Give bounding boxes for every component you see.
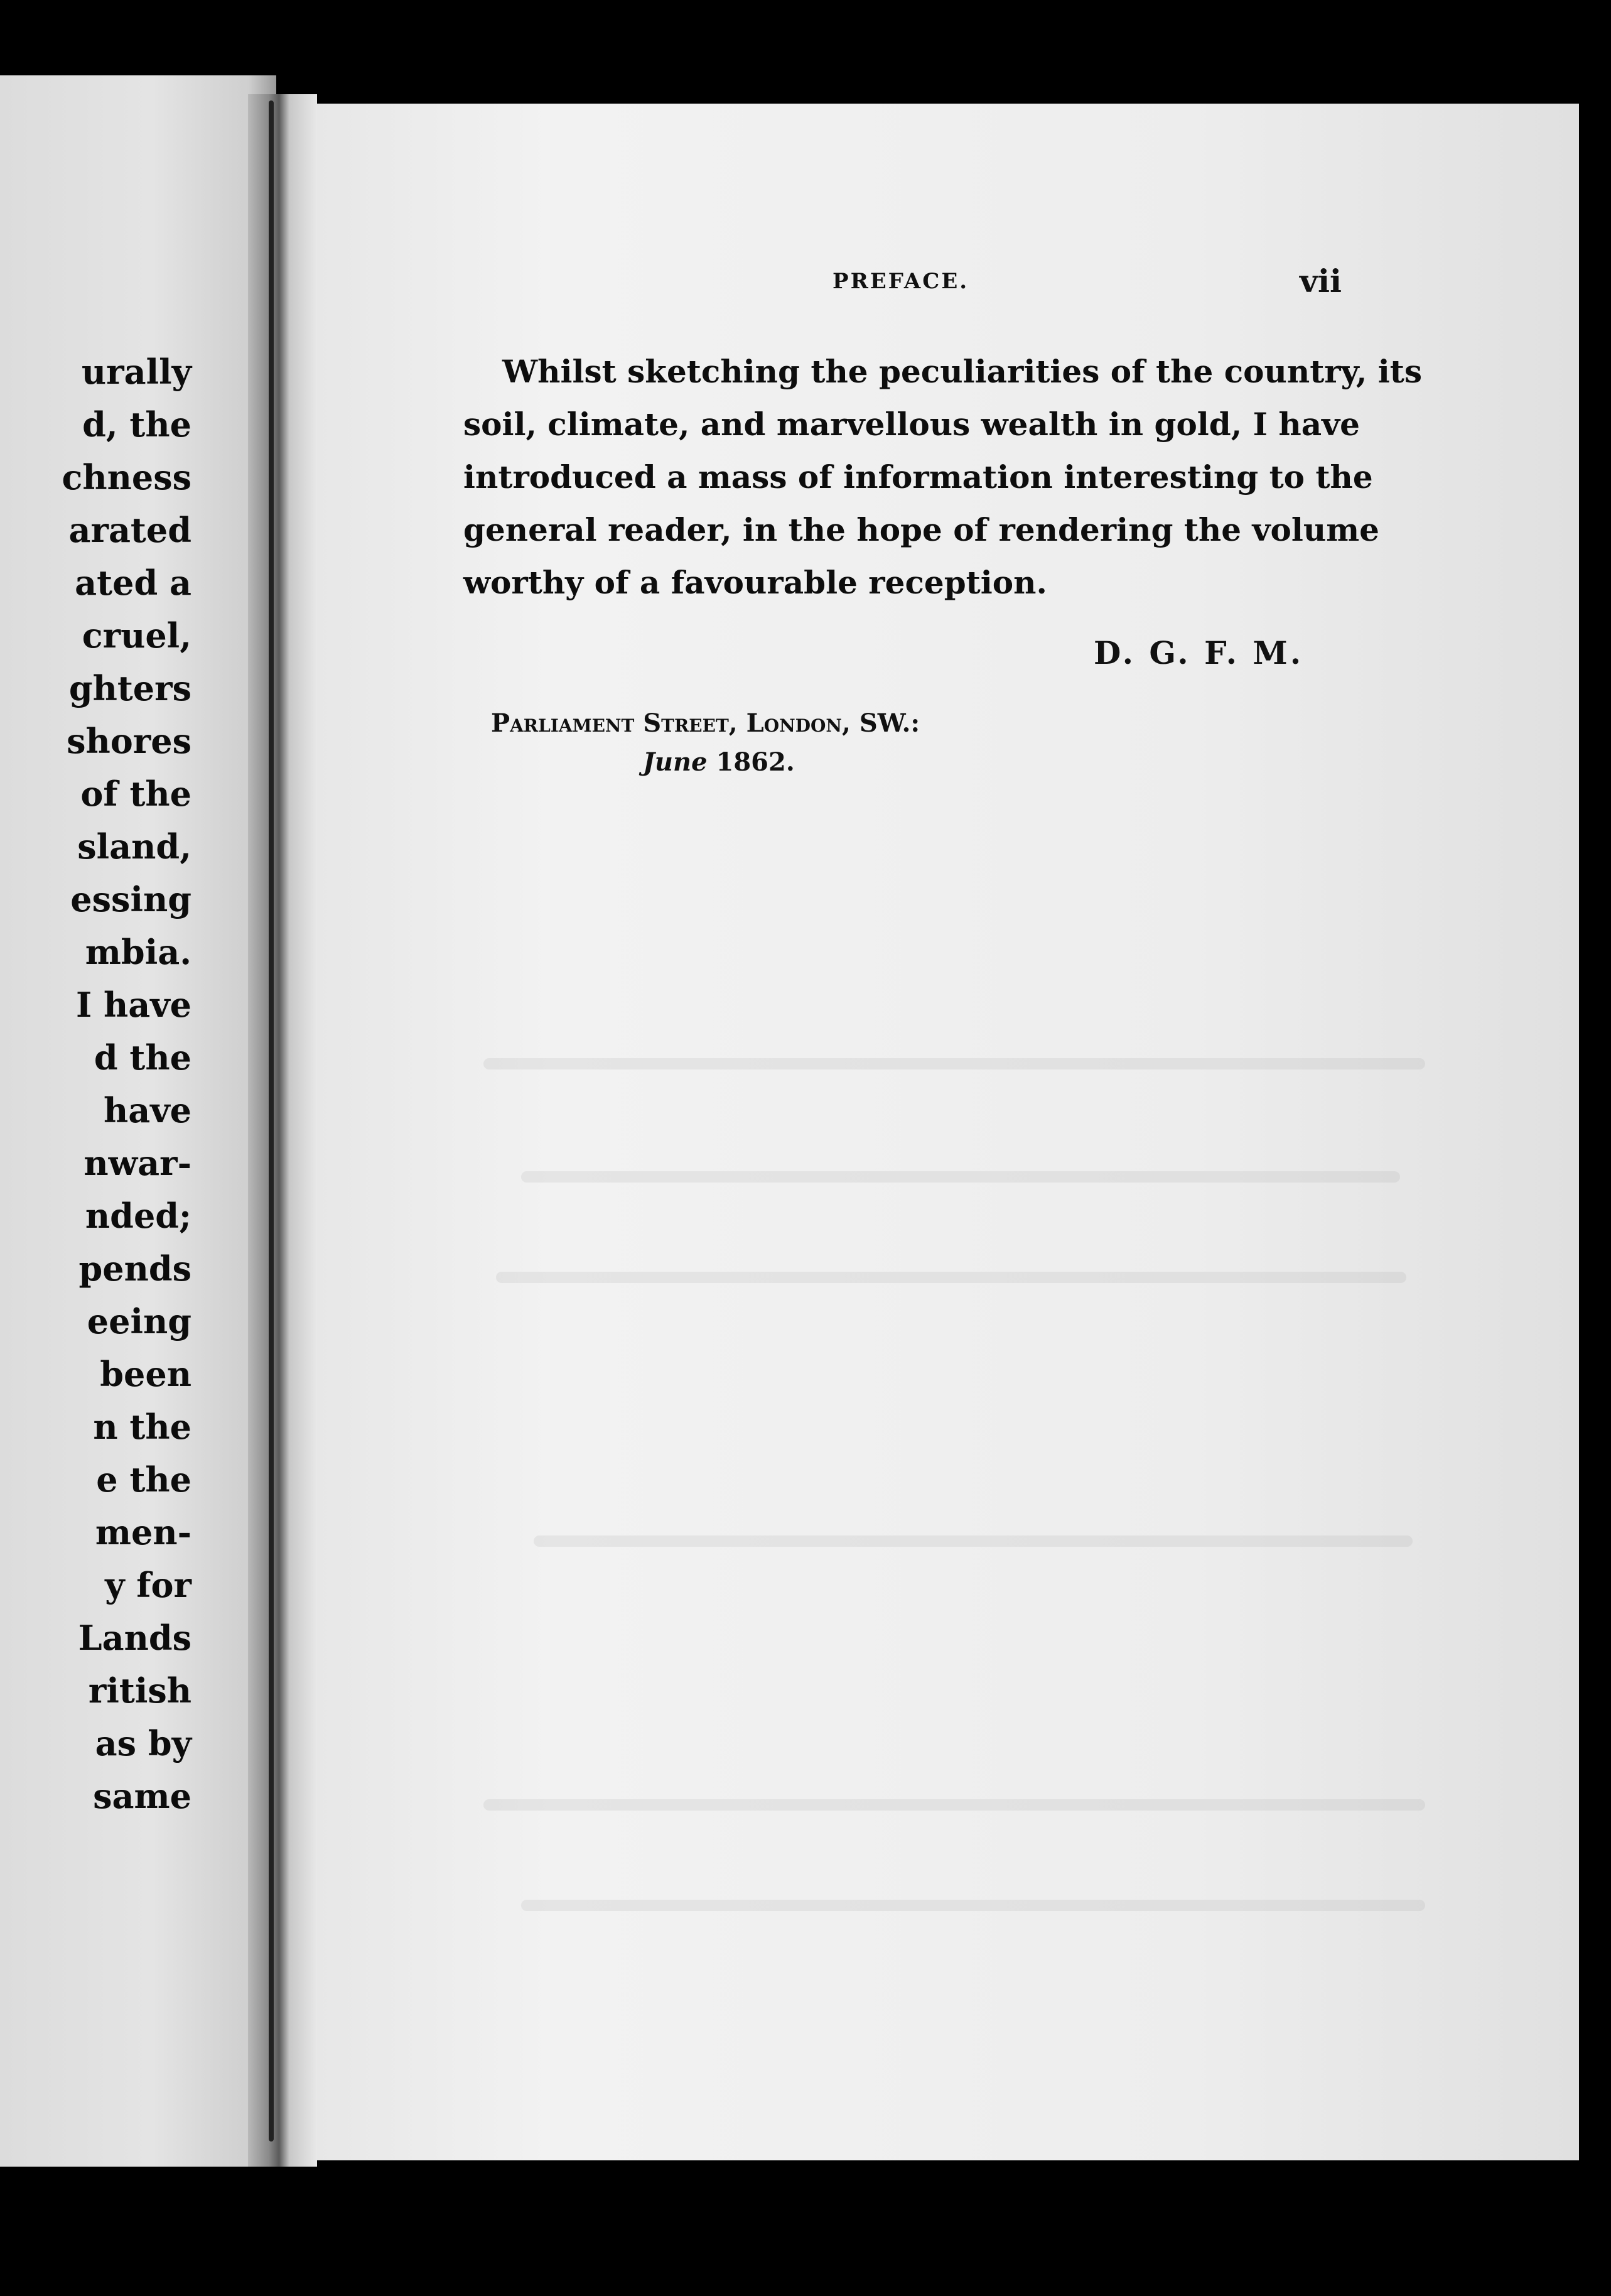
bleed-through-mark [496, 1272, 1406, 1283]
bleed-through-mark [483, 1799, 1425, 1811]
text-line: pends [78, 1248, 191, 1289]
text-line: d the [94, 1037, 191, 1078]
text-line: n the [93, 1407, 191, 1447]
imprint-date [643, 747, 795, 777]
text-line: nded; [85, 1196, 191, 1236]
bleed-through-mark [534, 1535, 1413, 1547]
text-line: worthy of a favourable reception. [463, 564, 1047, 601]
text-line: urally [81, 352, 191, 392]
text-line: d, the [82, 404, 191, 445]
text-line: as by [95, 1723, 191, 1763]
spine-shadow [269, 100, 274, 2142]
page-number: vii [1300, 263, 1342, 300]
preface-paragraph [463, 345, 1422, 609]
text-line: chness [62, 457, 191, 497]
imprint-month: June [643, 747, 708, 777]
text-line: e the [96, 1459, 191, 1500]
text-line: eeing [87, 1301, 191, 1341]
text-line: cruel, [82, 615, 191, 656]
text-line: men- [95, 1512, 191, 1552]
text-line: sland, [77, 826, 191, 867]
text-line: same [93, 1776, 191, 1816]
author-initials: D. G. F. M. [1094, 634, 1304, 671]
text-line: arated [68, 510, 191, 550]
text-line: general reader, in the hope of rendering the volume [463, 511, 1379, 548]
text-line: ghters [68, 668, 191, 708]
text-line: nwar- [84, 1143, 191, 1183]
text-line: y for [105, 1565, 191, 1605]
bleed-through-mark [521, 1900, 1425, 1911]
book-gutter [248, 94, 317, 2167]
bleed-through-mark [483, 1058, 1425, 1069]
imprint-year: 1862. [716, 747, 795, 777]
text-line: I have [75, 985, 191, 1025]
text-line: Whilst sketching the peculiarities of the country, its [502, 353, 1422, 390]
text-line: Lands [78, 1618, 191, 1658]
text-line: ated a [75, 563, 191, 603]
text-line: been [100, 1354, 191, 1394]
text-line: ritish [88, 1671, 191, 1711]
imprint-place: Parliament Street, London, SW.: [491, 708, 920, 738]
running-head: PREFACE. [832, 269, 969, 294]
bleed-through-mark [521, 1171, 1400, 1183]
text-line: essing [70, 879, 191, 919]
text-line: of the [80, 774, 191, 814]
text-line: introduced a mass of information interesting to the [463, 458, 1373, 495]
text-line: have [104, 1090, 191, 1130]
text-line: soil, climate, and marvellous wealth in gold, I have [463, 406, 1360, 443]
previous-page [0, 75, 276, 2167]
text-line: shores [67, 721, 191, 761]
previous-page-text [0, 345, 191, 1822]
text-line: mbia. [85, 932, 191, 972]
